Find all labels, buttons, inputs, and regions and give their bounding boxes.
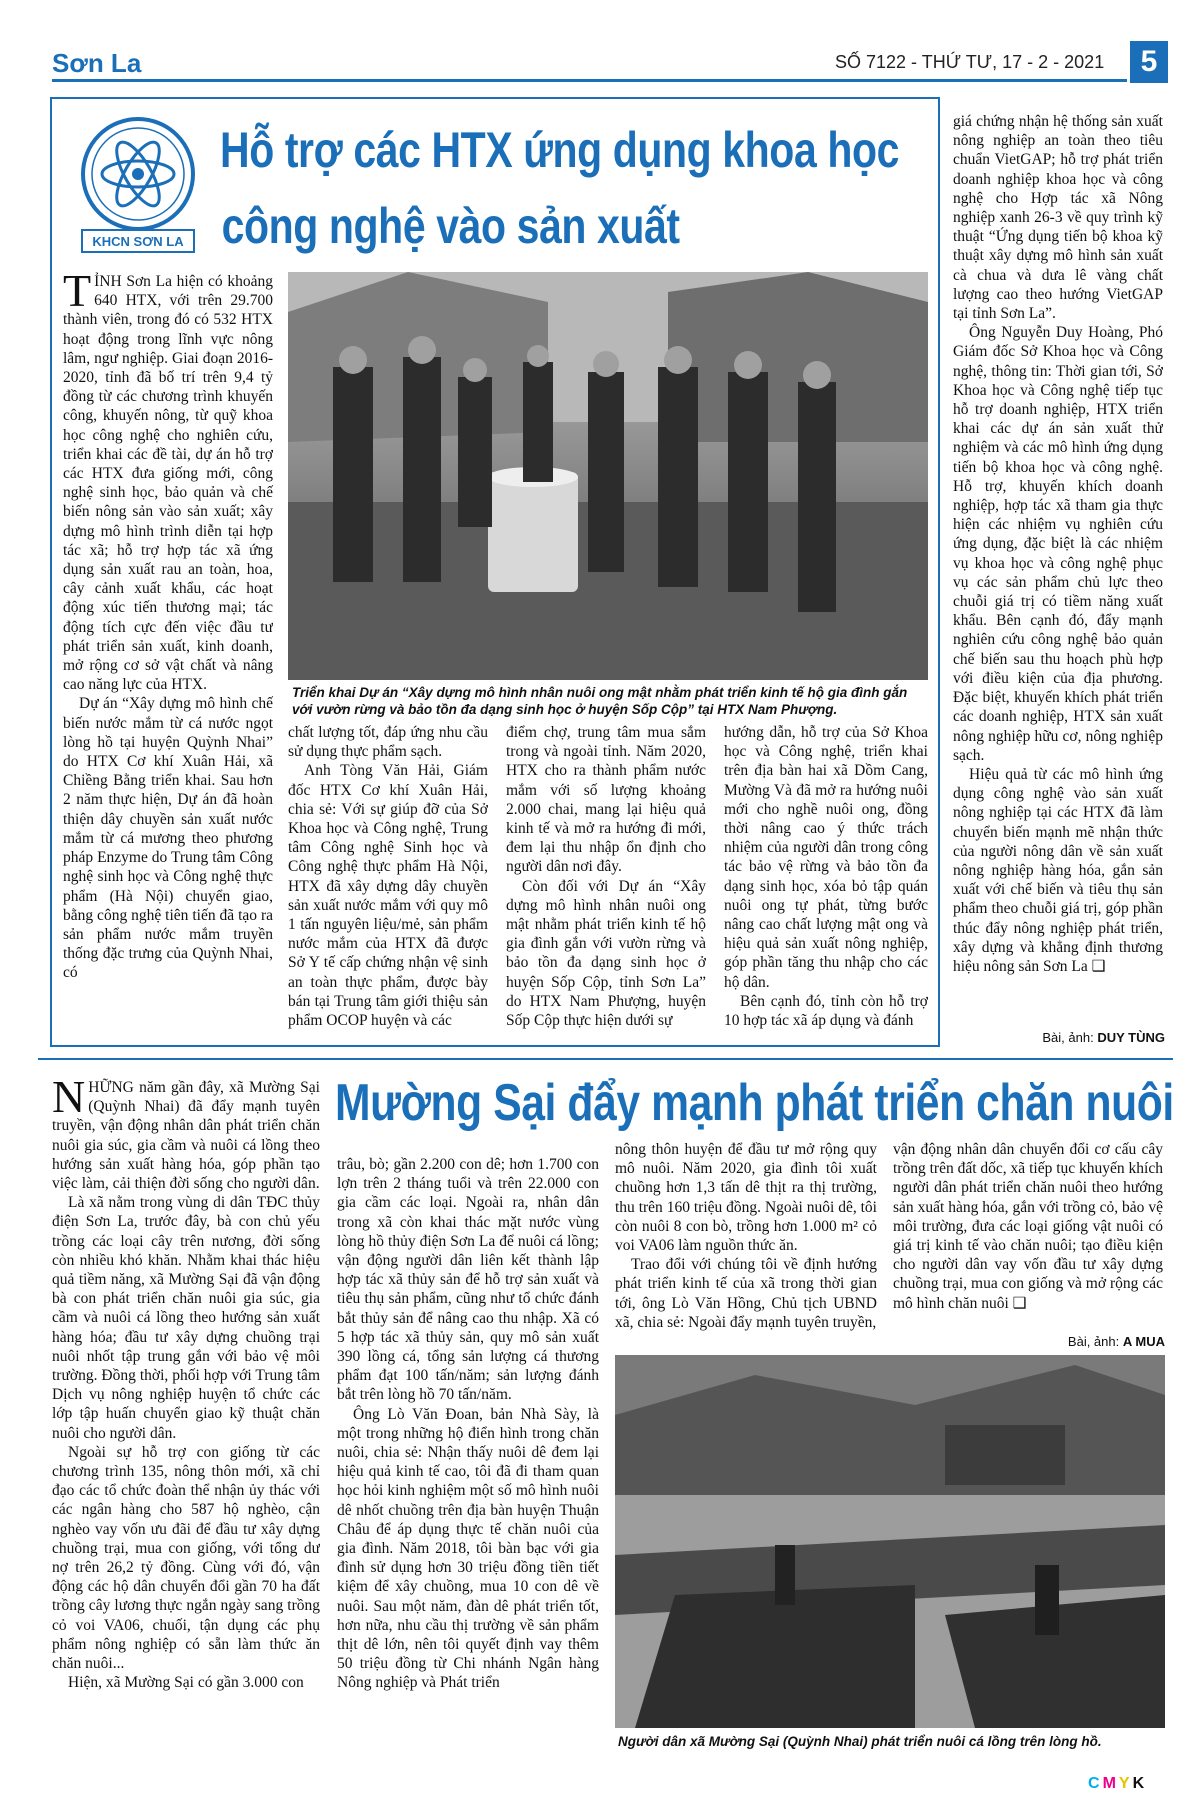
article1-col5-p3: Hiệu quả từ các mô hình ứng dụng công nghệ vào sản xuất nông nghiệp tại các HTX đã làm chuyển biến mạnh mẽ nhận thức của người nông dân về sản xuất nông nghiệp hàng hóa, gắn sản xuất với chế biến và tiêu thụ sản phẩm theo chuỗi giá trị, góp phần thúc đẩy nông nghiệp phát triển, xây dựng và khẳng định thương hiệu nông sản Sơn La ❑ xyxy=(953,765,1163,975)
article2-col4 xyxy=(893,1140,1163,1330)
article1-col1 xyxy=(63,272,273,1042)
article1-byline xyxy=(1010,1030,1165,1045)
beekeeping-photo xyxy=(288,272,928,680)
khcn-logo-icon xyxy=(68,112,208,257)
cmyk-k: K xyxy=(1132,1775,1148,1792)
article2-col4-p1: vận động nhân dân chuyển đổi cơ cấu cây trồng trên đất dốc, xã tiếp tục khuyến khích người dân phát triển chăn nuôi theo hướng sản xuất hàng hóa, gắn với trồng cỏ, bảo vệ môi trường, đưa các loại giống vật nuôi có giá trị kinh tế vào chăn nuôi; tạo điều kiện cho người dân vay vốn đầu tư xây dựng chuồng trại, mua con giống và mở rộng các mô hình chăn nuôi ❑ xyxy=(893,1141,1163,1312)
article1-col4-p1: hướng dẫn, hỗ trợ của Sở Khoa học và Công nghệ, triển khai trên địa bàn hai xã Dồm Cang, Mường Và đã mở ra hướng nuôi mới cho nghề nuôi ong, đồng thời nâng cao ý thức trách nhiệm của người dân trong công tác bảo vệ rừng và bảo tồn đa dạng sinh học, xóa bỏ tập quán nuôi ong tự phát, từng bước nâng cao chất lượng mật ong và hiệu quả sản xuất nông nghiệp, góp phần tăng thu nhập cho các hộ dân. xyxy=(724,724,928,991)
article2-col2 xyxy=(337,1155,599,1770)
article2-dropcap: N xyxy=(52,1078,86,1122)
cmyk-c: C xyxy=(1088,1775,1103,1792)
article2-col1 xyxy=(52,1078,320,1768)
article1-col4-p2: Bên cạnh đó, tỉnh còn hỗ trợ 10 hợp tác xã áp dụng và đánh xyxy=(724,992,928,1030)
article2-caption: Người dân xã Mường Sại (Quỳnh Nhai) phát triển nuôi cá lồng trên lòng hồ. xyxy=(618,1734,1102,1749)
article1-dropcap: T xyxy=(63,272,92,316)
article2-byline-prefix: Bài, ảnh: xyxy=(1067,1334,1120,1349)
article1-col1-p2: Dự án “Xây dựng mô hình chế biến nước mắm từ cá nước ngọt lòng hồ tại huyện Quỳnh Nhai” do HTX Cơ khí Xuân Hải, xã Chiềng Bằng triển khai. Sau hơn 2 năm thực hiện, Dự án đã hoàn thiện dây chuyền sản xuất nước mắm từ cá mương theo phương pháp Enzyme do Trung tâm Công nghệ sinh học và Công nghệ thực phẩm (Hà Nội) chuyển giao, bằng công nghệ tiên tiến đã tạo ra sản phẩm nước mắm truyền thống đặc trưng của Quỳnh Nhai, có xyxy=(63,695,273,982)
page-number: 5 xyxy=(1130,41,1168,83)
article2-col3-p1: nông thôn huyện để đầu tư mở rộng quy mô nuôi. Năm 2020, gia đình tôi xuất chuồng hơn 1,3 tấn dê thịt ra thị trường, thu trên 160 triệu đồng. Ngoài nuôi dê, tôi còn nuôi 8 con bò, trồng hơn 1.000 m² cỏ voi VA06 làm nguồn thức ăn. xyxy=(615,1141,877,1255)
article1-title xyxy=(220,112,899,264)
article1-byline-name: DUY TÙNG xyxy=(1097,1030,1165,1045)
article1-col5 xyxy=(953,112,1163,1027)
article1-col5-p2: Ông Nguyễn Duy Hoàng, Phó Giám đốc Sở Khoa học và Công nghệ, thông tin: Thời gian tới, Sở Khoa học và Công nghệ tiếp tục hỗ trợ doanh nghiệp, HTX triển khai các dự án sản xuất thử nghiệm và các mô hình ứng dụng tiến bộ khoa học và công nghệ. Hỗ trợ, khuyến khích doanh nghiệp, hợp tác xã tham gia thực hiện các nhiệm vụ nghiên cứu ứng dụng, đặc biệt là các nhiệm vụ khoa học và công nghệ phục vụ các sản phẩm chủ lực theo chuỗi giá trị có tiềm năng xuất khẩu. Bên cạnh đó, đẩy mạnh nghiên cứu công nghệ bảo quản chế biến sau thu hoạch phù hợp với điều kiện của địa phương. Đặc biệt, khuyến khích phát triển các doanh nghiệp, HTX sản xuất nông nghiệp hữu cơ, nông nghiệp sạch. xyxy=(953,324,1163,764)
article1-col2-p1: chất lượng tốt, đáp ứng nhu cầu sử dụng thực phẩm sạch. xyxy=(288,724,488,761)
article1-title-line2: công nghệ vào sản xuất xyxy=(221,198,680,254)
article1-col2 xyxy=(288,723,488,1033)
article1-title-line1: Hỗ trợ các HTX ứng dụng khoa học xyxy=(220,122,899,178)
article1-col3-p2: Còn đối với Dự án “Xây dựng mô hình nhân nuôi ong mật nhằm phát triển kinh tế hộ gia đình gắn với vườn rừng và bảo tồn đa dạng sinh học ở huyện Sốp Cộp, tỉnh Sơn La” do HTX Nam Phượng, huyện Sốp Cộp thực hiện dưới sự xyxy=(506,877,706,1030)
beekeeping-photo-illustration xyxy=(288,272,928,680)
article2-col1-p1: HỮNG năm gần đây, xã Mường Sại (Quỳnh Nhai) đã đẩy mạnh tuyên truyền, vận động nhân dân phát triển chăn nuôi gia súc, gia cầm và nuôi cá lồng theo hướng sản xuất hàng hóa, góp phần tạo việc làm, cải thiện đời sống cho người dân. xyxy=(52,1079,320,1193)
article2-col1-p2: Là xã nằm trong vùng di dân TĐC thủy điện Sơn La, trước đây, bà con chủ yếu trồng các loại cây trên nương, đời sống còn nhiều khó khăn. Nhằm khai thác hiệu quả tiềm năng, xã Mường Sại đã vận động bà con phát triển chăn nuôi gia súc, gia cầm và nuôi cá lồng theo hướng sản xuất hàng hóa; đầu tư xây dựng chuồng trại nuôi nhốt tập trung gắn với bảo vệ môi trường. Đồng thời, phối hợp với Trung tâm Dịch vụ nông nghiệp huyện tổ chức các lớp tập huấn chuyển giao kỹ thuật chăn nuôi cho người dân. xyxy=(52,1194,320,1442)
article2-col2-p2: Ông Lò Văn Đoan, bản Nhà Sày, là một trong những hộ điển hình trong chăn nuôi, chia sẻ: Nhận thấy nuôi dê đem lại hiệu quả kinh tế cao, tôi đã đi tham quan học hỏi kinh nghiệm một số mô hình nuôi dê nhốt chuồng trên địa bàn huyện Thuận Châu để áp dụng thực tế chăn nuôi của gia đình. Năm 2018, tôi bàn bạc với gia đình sử dụng hơn 30 triệu đồng tiền tiết kiệm để xây chuồng, mua 10 con dê về nuôi. Sau một năm, đàn dê phát triển tốt, hơn nữa, nhu cầu thị trường về sản phẩm thịt dê lớn, nên tôi quyết định vay thêm 50 triệu đồng từ Chi nhánh Ngân hàng Nông nghiệp và Phát triển xyxy=(337,1405,599,1692)
article2-col1-p3: Ngoài sự hỗ trợ con giống từ các chương trình 135, nông thôn mới, xã chỉ đạo các tổ chức đoàn thể nhận ủy thác với các ngân hàng cho 587 hộ nghèo, cận nghèo vay vốn ưu đãi để đầu tư xây dựng chuồng trại, mua con giống, với tổng dư nợ trên 26,2 tỷ đồng. Cùng với đó, vận động các hộ dân chuyển đổi gần 70 ha đất trồng cây lương thực ngắn ngày sang trồng cỏ voi VA06, chuối, tận dụng các phụ phẩm nông nghiệp có sẵn làm thức ăn chăn nuôi... xyxy=(52,1443,320,1673)
header-rule xyxy=(52,79,1127,82)
article1-byline-prefix: Bài, ảnh: xyxy=(1042,1030,1094,1045)
article1-col3-p1: điểm chợ, trung tâm mua sắm trong và ngoài tỉnh. Năm 2020, HTX cho ra thành phẩm nước mắm với số lượng khoảng 2.000 chai, mang lại hiệu quả kinh tế và mở ra hướng đi mới, đem lại thu nhập ổn định cho người dân nơi đây. xyxy=(506,724,706,876)
article2-col1-p4: Hiện, xã Mường Sại có gần 3.000 con xyxy=(68,1674,304,1692)
issue-date: SỐ 7122 - THỨ TƯ, 17 - 2 - 2021 xyxy=(835,52,1105,72)
article1-col5-p1: giá chứng nhận hệ thống sản xuất nông nghiệp an toàn theo tiêu chuẩn VietGAP; hỗ trợ phát triển doanh nghiệp khoa học và công nghệ cho Hợp tác xã Nông nghiệp xanh 26-3 về quy trình kỹ thuật “Ứng dụng tiến bộ khoa kỹ thuật xây dựng mô hình sản xuất cà chua và dưa lê vàng chất lượng cao theo hướng VietGAP tại tỉnh Sơn La”. xyxy=(953,113,1163,323)
cmyk-y: Y xyxy=(1118,1775,1133,1792)
article1-caption: Triển khai Dự án “Xây dựng mô hình nhân nuôi ong mật nhằm phát triển kinh tế hộ gia đình gắn với vườn rừng và bảo tồn đa dạng sinh học ở huyện Sốp Cộp” tại HTX Nam Phượng. xyxy=(292,685,908,717)
article2-col3 xyxy=(615,1140,877,1345)
logo-text: KHCN SƠN LA xyxy=(92,234,184,249)
section-name: Sơn La xyxy=(52,48,142,78)
article2-byline xyxy=(1010,1334,1165,1349)
article1-col3 xyxy=(506,723,706,1033)
cmyk-m: M xyxy=(1102,1775,1119,1792)
cmyk-marks xyxy=(1088,1775,1147,1793)
article2-col2-p1: trâu, bò; gần 2.200 con dê; hơn 1.700 con lợn trên 2 tháng tuổi và trên 22.000 con gia cầm các loại. Ngoài ra, nhân dân trong xã còn khai thác mặt nước vùng lòng hồ thủy điện Sơn La để nuôi cá lồng; vận động người dân liên kết thành lập hợp tác xã thủy sản để hỗ trợ sản xuất và tiêu thụ sản phẩm, cũng như tổ chức đánh bắt thủy sản để nâng cao thu nhập. Xã có 5 hợp tác xã thủy sản, quy mô sản xuất 390 lồng cá, tổng sản lượng cá thương phẩm đạt 100 tấn/năm; sản lượng đánh bắt trên lòng hồ 70 tấn/năm. xyxy=(337,1156,599,1404)
fish-cage-photo-illustration xyxy=(615,1355,1165,1728)
article2-byline-name: A MUA xyxy=(1122,1334,1165,1349)
fish-cage-photo xyxy=(615,1355,1165,1728)
article1-col2-p2: Anh Tòng Văn Hải, Giám đốc HTX Cơ khí Xuân Hải, chia sẻ: Với sự giúp đỡ của Sở Khoa học và Công nghệ, Trung tâm Công nghệ Sinh học và Công nghệ thực phẩm Hà Nội, HTX đã xây dựng dây chuyền sản xuất nước mắm với quy mô 1 tấn nguyên liệu/mẻ, sản phẩm nước mắm của HTX đã được Sở Y tế cấp chứng nhận vệ sinh an toàn thực phẩm, được bày bán tại Trung tâm giới thiệu sản phẩm OCOP huyện và các xyxy=(288,762,488,1030)
article1-col1-p1: ỈNH Sơn La hiện có khoảng 640 HTX, với trên 29.700 thành viên, trong đó có 532 HTX hoạt động trong lĩnh vực nông lâm, ngư nghiệp. Giai đoạn 2016-2020, tỉnh đã bố trí trên 9,4 tỷ đồng từ các chương trình khuyến công, khuyến nông, từ quỹ khoa học công nghệ cho nghiên cứu, triển khai các đề tài, dự án hỗ trợ các HTX đưa giống mới, công nghệ sinh học, bảo quản và chế biến nông sản vào sản xuất; xây dựng mô hình trình diễn tại hợp tác xã; hỗ trợ hợp tác xã ứng dụng sản xuất rau an toàn, hoa, cây cảnh xuất khẩu, các hoạt động xúc tiến thương mại; tác động tích cực đến việc đầu tư phát triển sản xuất, kinh doanh, mở rộng cơ sở vật chất và nâng cao năng lực của HTX. xyxy=(63,273,273,694)
article2-col3-p2: Trao đổi với chúng tôi về định hướng phát triển kinh tế của xã trong thời gian tới, ông Lò Văn Hồng, Chủ tịch UBND xã, chia sẻ: Ngoài đẩy mạnh tuyên truyền, xyxy=(615,1256,877,1331)
article2-title: Mường Sại đẩy mạnh phát triển chăn nuôi xyxy=(335,1074,1174,1132)
article1-col4 xyxy=(724,723,928,1033)
